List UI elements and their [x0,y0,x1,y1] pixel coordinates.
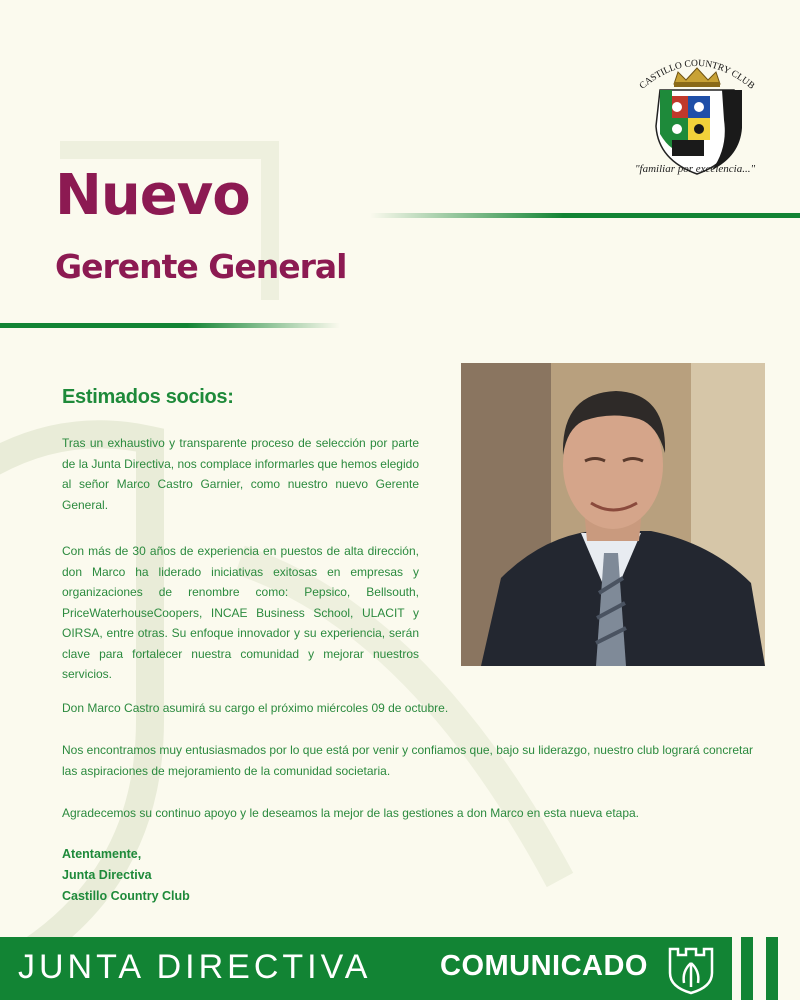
manager-portrait [461,363,765,666]
paragraph-start-date: Don Marco Castro asumirá su cargo el próximo miércoles 09 de octubre. [62,701,449,715]
castle-shield-icon [666,943,716,995]
greeting: Estimados socios: [62,386,234,408]
club-motto: "familiar por excelencia..." [634,163,756,175]
section-rule [0,323,340,328]
paragraph-experience: Con más de 30 años de experiencia en puestos de alta dirección, don Marco ha liderado iniciativas exitosas en empresas y organizaciones de renombre como: Pepsico, Bellsouth, PriceWaterhouseCoopers, INCAE Business School, ULACIT y OIRSA, entre otras. Su enfoque innovador y su experiencia, serán clave para fortalecer nuestra comunidad y mejorar nuestros servicios. [62,544,419,681]
signature-closing: Atentamente, [62,847,142,861]
footer-bar [0,937,732,1000]
paragraph-enthusiasm: Nos encontramos muy entusiasmados por lo que está por venir y confiamos que, bajo su liderazgo, nuestro club logrará concretar las aspiraciones de mejoramiento de la comunidad societaria. [62,743,754,778]
signature-board: Junta Directiva [62,868,152,882]
page-title: Nuevo [55,163,250,228]
footer-stripe-1 [741,937,753,1000]
footer-communique-label: COMUNICADO [440,950,648,982]
footer-stripe-2 [766,937,778,1000]
title-rule [370,213,800,218]
portrait-illustration [461,363,765,666]
footer-board-label: JUNTA DIRECTIVA [18,948,372,986]
paragraph-thanks: Agradecemos su continuo apoyo y le deseamos la mejor de las gestiones a don Marco en esta nueva etapa. [62,806,640,820]
svg-text:CASTILLO COUNTRY CLUB: CASTILLO COUNTRY CLUB [637,58,757,92]
paragraph-selection: Tras un exhaustivo y transparente proceso de selección por parte de la Junta Directiva, nos complace informarles que hemos elegido al señor Marco Castro Garnier, como nuestro nuevo Gerente General. [62,436,419,512]
signature-club: Castillo Country Club [62,889,190,903]
page-subtitle: Gerente General [55,247,347,286]
